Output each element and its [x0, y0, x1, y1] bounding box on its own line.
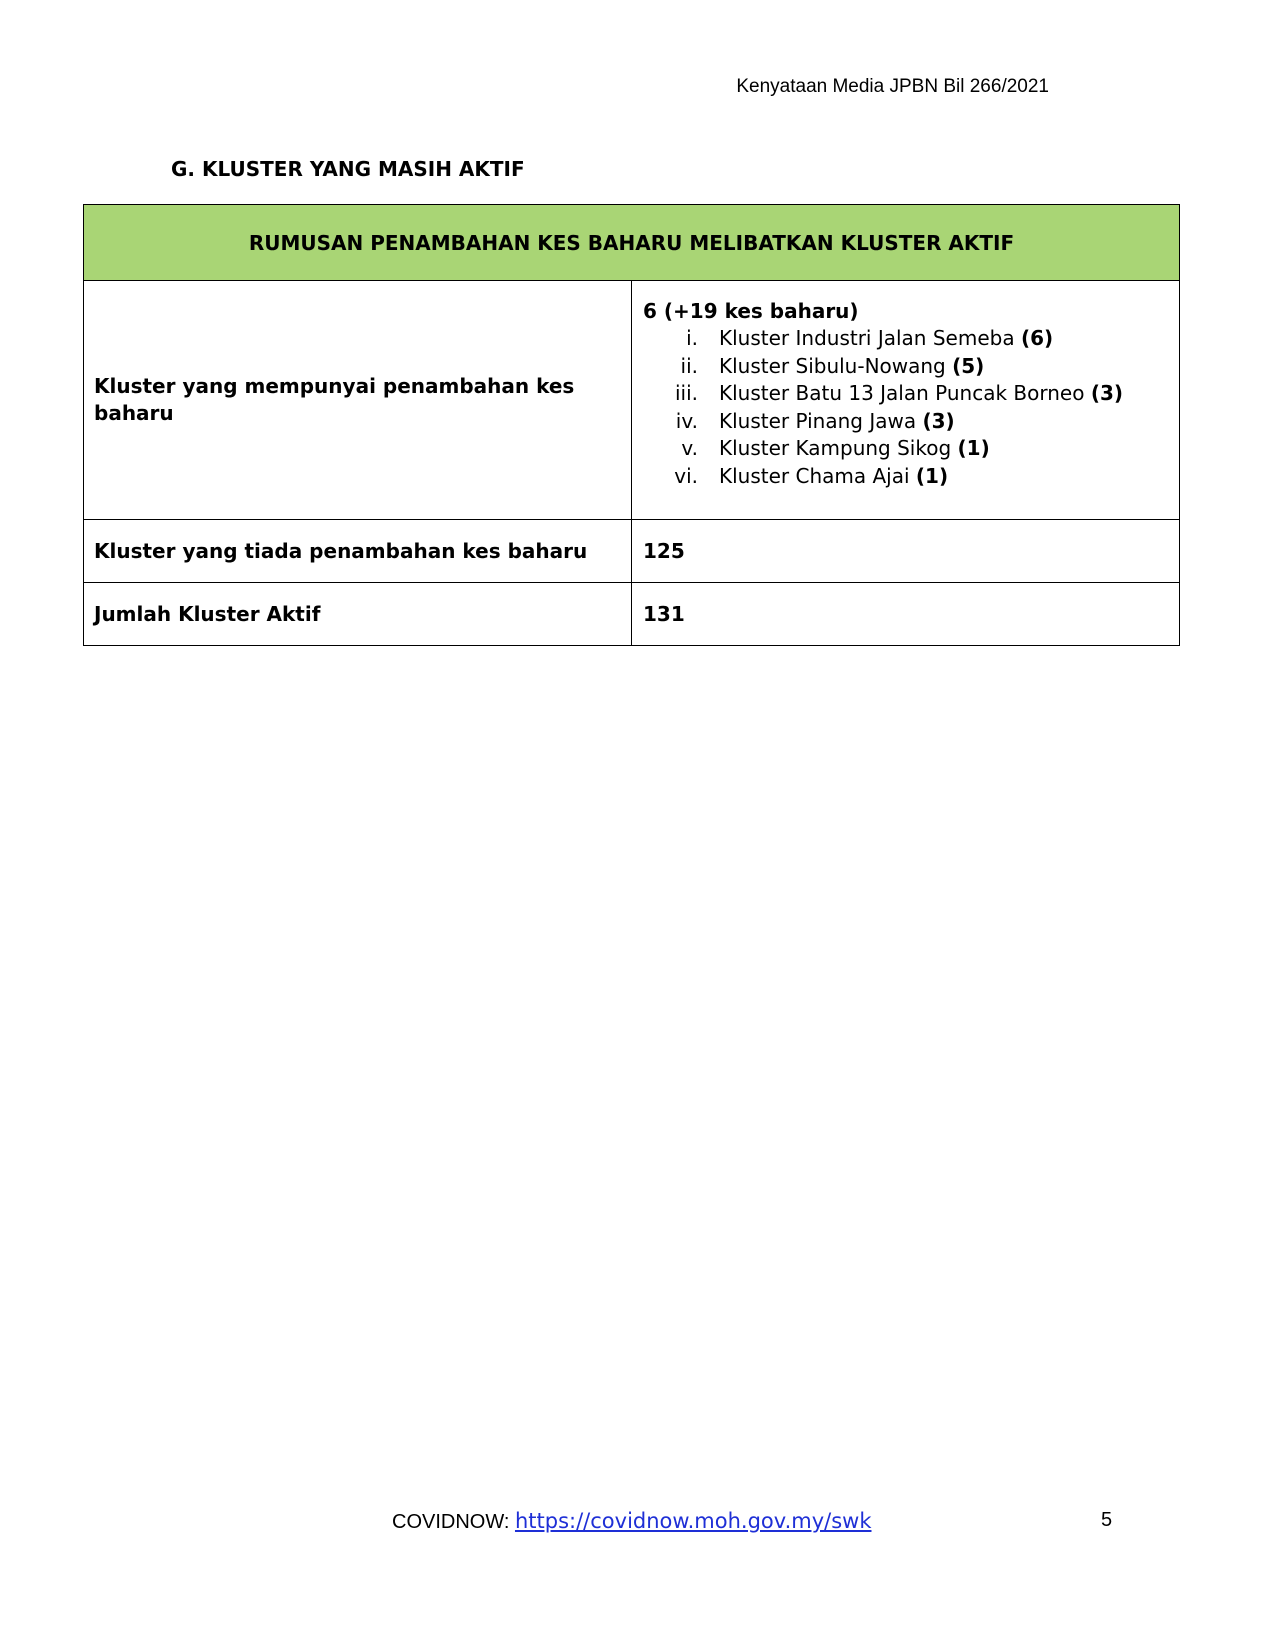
cluster-name: Kluster Kampung Sikog	[719, 436, 952, 460]
list-item-number: iii.	[674, 381, 698, 405]
cluster-case-count: (3)	[1090, 381, 1124, 405]
list-item-number: i.	[686, 326, 698, 350]
list-item-number: ii.	[680, 353, 698, 378]
list-item-number: v.	[681, 436, 698, 460]
footer-prefix: COVIDNOW:	[392, 1511, 515, 1533]
cluster-name: Kluster Batu 13 Jalan Puncak Borneo	[719, 381, 1085, 405]
list-item	[643, 463, 1168, 491]
cluster-list	[643, 325, 1168, 490]
cluster-case-count: (1)	[957, 436, 990, 460]
cluster-case-count: (6)	[1020, 326, 1054, 350]
row-value	[632, 281, 1180, 520]
list-item	[643, 435, 1168, 463]
list-item	[643, 408, 1168, 436]
table-heading: RUMUSAN PENAMBAHAN KES BAHARU MELIBATKAN KLUSTER AKTIF	[84, 205, 1180, 281]
table-row	[84, 520, 1180, 583]
cluster-name: Kluster Industri Jalan Semeba	[719, 326, 1015, 350]
page-number: 5	[1101, 1509, 1113, 1531]
cluster-case-count: (5)	[952, 353, 985, 378]
cluster-case-count: (3)	[922, 408, 955, 433]
list-item-text	[719, 408, 955, 436]
list-item-text	[719, 325, 1053, 353]
list-item-text	[719, 380, 1123, 408]
list-item	[643, 325, 1168, 353]
list-item-text	[719, 353, 984, 381]
footer	[392, 1509, 872, 1534]
cluster-name: Kluster Chama Ajai	[719, 463, 910, 488]
row-label: Jumlah Kluster Aktif	[84, 583, 632, 646]
document-reference: Kenyataan Media JPBN Bil 266/2021	[736, 76, 1049, 97]
list-item-number: iv.	[675, 408, 698, 433]
cluster-name: Kluster Pinang Jawa	[719, 408, 917, 433]
covidnow-link[interactable]: https://covidnow.moh.gov.my/swk	[514, 1509, 872, 1533]
table-row	[84, 281, 1180, 520]
cluster-name: Kluster Sibulu-Nowang	[719, 353, 946, 378]
list-item-number: vi.	[674, 463, 698, 488]
list-item	[643, 380, 1168, 408]
new-case-cluster-total: 6 (+19 kes baharu)	[643, 299, 859, 323]
table-heading-row	[84, 205, 1180, 281]
list-item-text	[719, 435, 990, 463]
row-label: Kluster yang tiada penambahan kes baharu	[84, 520, 632, 583]
table-row	[84, 583, 1180, 646]
row-value: 125	[632, 520, 1180, 583]
active-cluster-summary-table	[83, 204, 1180, 646]
row-value: 131	[632, 583, 1180, 646]
row-label: Kluster yang mempunyai penambahan kes baharu	[84, 281, 632, 520]
cluster-case-count: (1)	[915, 463, 949, 488]
list-item-text	[719, 463, 948, 491]
list-item	[643, 353, 1168, 381]
section-title: G. KLUSTER YANG MASIH AKTIF	[171, 157, 525, 181]
